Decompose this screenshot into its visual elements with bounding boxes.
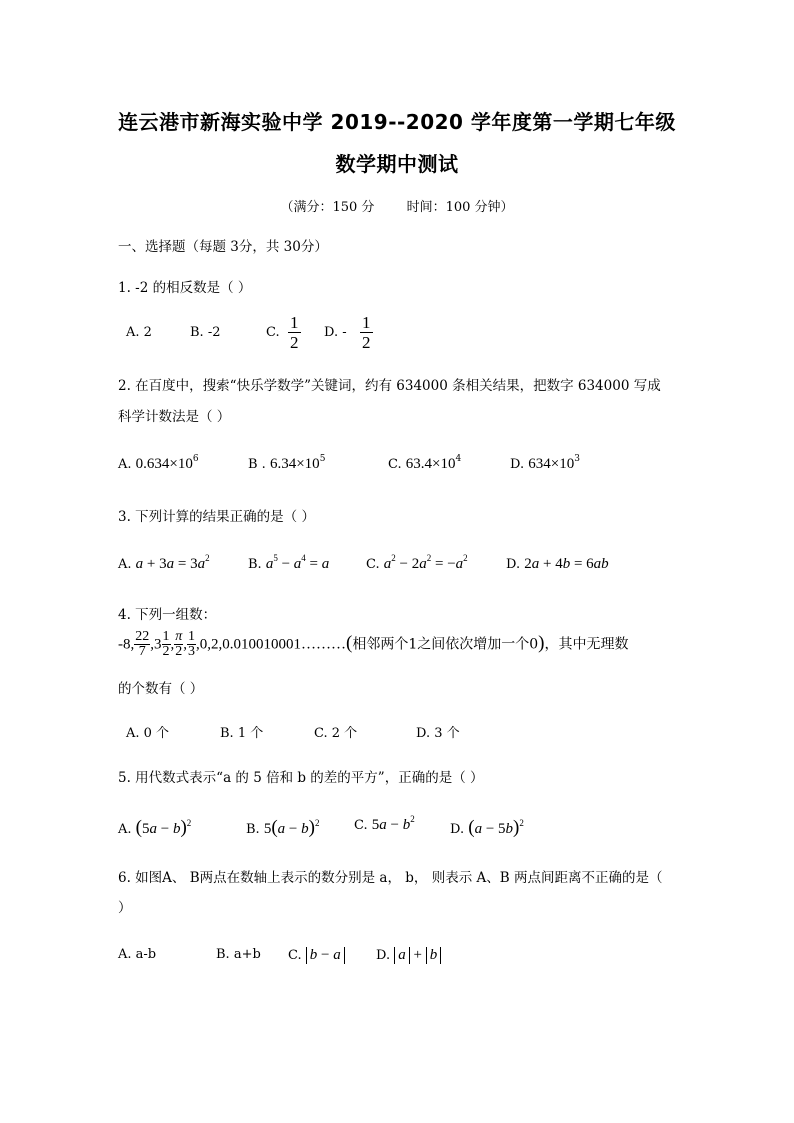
q5-stem: 5. 用代数式表示“a 的 5 倍和 b 的差的平方”，正确的是（ ） <box>118 770 484 786</box>
full-score: （满分：150 分 <box>280 200 375 215</box>
exam-title-line2: 数学期中测试 <box>335 152 459 176</box>
q2-option-a: A. $0.634\times 10^6$ <box>118 454 199 472</box>
q1-option-b: B. -2 <box>190 325 221 340</box>
q4-option-d: D. 3 个 <box>416 726 460 741</box>
q3-option-a: A. $a + 3a = 3a^2$ <box>118 553 210 572</box>
q1-option-c-label: C. <box>266 325 280 340</box>
q4-number-list: -8, $\frac{22}{7}$ ,3 $\frac{1}{2}$ , $\frac{\pi}{2}$ , $\frac{1}{3}$ ,0,2,0.010010001………(相邻两个1之间依次增加一个0)，其中无理数 <box>118 629 629 659</box>
q5-option-c: C. $5a - b^2$ <box>354 814 415 833</box>
q1-option-a: A. 2 <box>126 325 152 340</box>
q1-option-c-fraction: $\frac{1}{2}$ <box>290 313 299 352</box>
exam-time: 时间：100 分钟） <box>406 200 514 215</box>
q2-stem-line2: 科学计数法是（ ） <box>118 409 231 425</box>
q3-option-b: B. $a^5 - a^4 = a$ <box>248 553 330 572</box>
q3-option-c: C. $a^2 - 2a^2 = -a^2$ <box>366 553 468 572</box>
q6-stem-line1: 6. 如图A、 B两点在数轴上表示的数分别是 a， b， 则表示 A、B 两点间距离不正确的是（ <box>118 870 663 886</box>
q6-option-d: D. a + b <box>376 947 441 964</box>
q4-stem: 4. 下列一组数： <box>118 607 217 623</box>
q4-stem-line3: 的个数有（ ） <box>118 681 204 697</box>
q4-option-a: A. 0 个 <box>126 726 170 741</box>
q5-option-a: A. $(5a - b)^2$ <box>118 817 192 838</box>
q2-option-b: B . $6.34\times 10^5$ <box>248 454 326 472</box>
q5-option-d: D. $(a - 5b)^2$ <box>450 817 524 838</box>
q1-option-d-label: D. - <box>324 325 347 340</box>
exam-info <box>0 196 794 215</box>
q6-option-b: B. a+b <box>216 947 261 962</box>
q1-option-d-fraction: $\frac{1}{2}$ <box>362 313 371 352</box>
section-heading: 一、选择题（每题 3分，共 30分） <box>118 239 328 255</box>
q5-option-b: B. $5(a - b)^2$ <box>246 817 320 838</box>
q1-stem: 1. -2 的相反数是（ ） <box>118 280 252 296</box>
q6-option-a: A. a-b <box>118 947 157 962</box>
exam-title-line1: 连云港市新海实验中学 2019--2020 学年度第一学期七年级 <box>118 110 676 134</box>
q6-option-c: C. b − a <box>288 947 345 964</box>
q2-stem-line1: 2. 在百度中，搜索“快乐学数学”关键词，约有 634000 条相关结果，把数字 634000 写成 <box>118 378 661 394</box>
q4-option-b: B. 1 个 <box>220 726 264 741</box>
q3-option-d: D. 2a + 4b = 6ab <box>506 556 609 572</box>
q2-option-d: D. $634\times 10^3$ <box>510 454 580 472</box>
q2-option-c: C. $63.4\times 10^4$ <box>388 454 462 472</box>
q6-stem-line2: ） <box>118 900 132 916</box>
q4-option-c: C. 2 个 <box>314 726 358 741</box>
q3-stem: 3. 下列计算的结果正确的是（ ） <box>118 509 315 525</box>
